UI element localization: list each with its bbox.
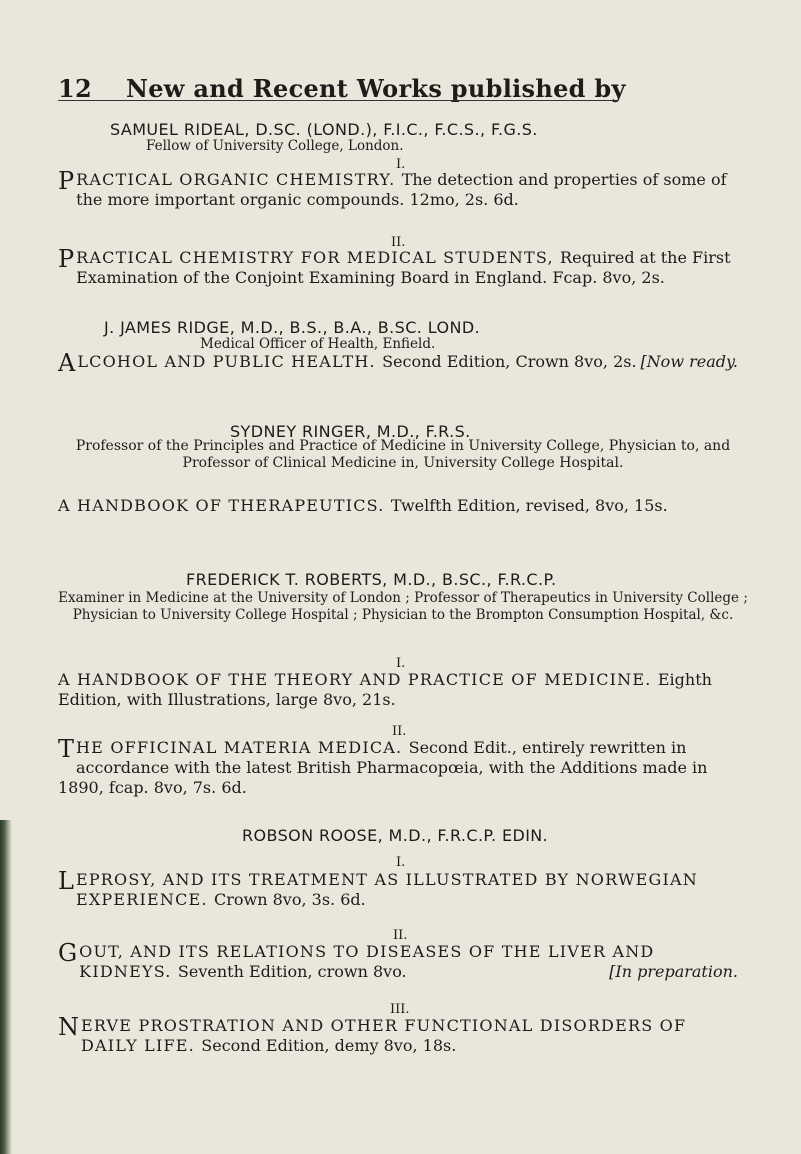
author-ridge: J. JAMES RIDGE, M.D., B.S., B.A., B.SC. LOND. xyxy=(104,318,481,337)
work-details: Seventh Edition, crown 8vo. xyxy=(177,962,407,981)
work-handbook-therapeutics xyxy=(58,496,738,516)
work-number: I. xyxy=(396,855,406,870)
work-officinal-materia-medica xyxy=(58,735,738,798)
drop-cap: G xyxy=(58,939,78,967)
running-head xyxy=(58,74,626,103)
work-title: A HANDBOOK OF THE THEORY AND PRACTICE OF MEDICINE. xyxy=(58,670,658,689)
running-head-text: New and Recent Works published by xyxy=(126,74,626,103)
author-ringer: SYDNEY RINGER, M.D., F.R.S. xyxy=(230,422,471,441)
drop-cap: A xyxy=(58,349,76,377)
drop-cap: L xyxy=(58,867,74,895)
header-rule xyxy=(58,100,618,101)
work-title: LCOHOL AND PUBLIC HEALTH. xyxy=(77,352,383,371)
work-title: RACTICAL ORGANIC CHEMISTRY. xyxy=(76,170,402,189)
work-number: I. xyxy=(396,157,406,172)
work-title: A HANDBOOK OF THERAPEUTICS. xyxy=(58,496,391,515)
availability-note: [Now ready. xyxy=(640,352,738,371)
affiliation-ridge: Medical Officer of Health, Enfield. xyxy=(200,336,436,352)
page-number: 12 xyxy=(58,74,92,103)
work-number: III. xyxy=(390,1002,410,1017)
work-details: The detection and properties of some of the more important organic compounds. 12mo, 2s. 6d. xyxy=(76,170,727,209)
work-number: I. xyxy=(396,656,406,671)
author-roose: ROBSON ROOSE, M.D., F.R.C.P. EDIN. xyxy=(242,826,549,845)
drop-cap: P xyxy=(58,245,75,273)
work-title: OUT, AND ITS RELATIONS TO DISEASES OF THE LIVER AND KIDNEYS. xyxy=(79,942,655,981)
drop-cap: T xyxy=(58,735,75,763)
work-leprosy xyxy=(58,867,738,910)
work-title: ERVE PROSTRATION AND OTHER FUNCTIONAL DISORDERS OF DAILY LIFE. xyxy=(81,1016,687,1055)
affiliation-rideal: Fellow of University College, London. xyxy=(146,138,404,154)
drop-cap: P xyxy=(58,167,75,195)
author-rideal: SAMUEL RIDEAL, D.SC. (LOND.), F.I.C., F.C.S., F.G.S. xyxy=(110,120,538,139)
work-details: Required at the First Examination of the Conjoint Examining Board in England. Fcap. 8vo, 2s. xyxy=(76,248,731,287)
work-details: Crown 8vo, 3s. 6d. xyxy=(214,890,366,909)
work-practical-chemistry-medical xyxy=(58,245,738,288)
work-practical-organic-chemistry xyxy=(58,167,738,210)
affiliation-roberts: Examiner in Medicine at the University of London ; Professor of Therapeutics in University College ; Physician to University College Hospital ; Physician to the Brompton Consumption Hospital, &c. xyxy=(58,590,748,623)
work-number: II. xyxy=(393,928,408,943)
page-edge-shadow xyxy=(0,820,12,1154)
work-handbook-theory-practice xyxy=(58,670,738,710)
work-details: Second Edit., entirely rewritten in accordance with the latest British Pharmacopœia, with the Additions made in 1890, fcap. 8vo, 7s. 6d. xyxy=(58,738,708,797)
work-details: Twelfth Edition, revised, 8vo, 15s. xyxy=(390,496,668,515)
work-details: Second Edition, Crown 8vo, 2s. xyxy=(382,352,637,371)
work-title: EPROSY, AND ITS TREATMENT AS ILLUSTRATED BY NORWEGIAN EXPERIENCE. xyxy=(75,870,698,909)
work-nerve-prostration xyxy=(58,1013,738,1056)
work-title: HE OFFICINAL MATERIA MEDICA. xyxy=(76,738,409,757)
work-alcohol-public-health xyxy=(58,349,738,377)
work-gout xyxy=(58,939,738,982)
drop-cap: N xyxy=(58,1013,79,1041)
work-title: RACTICAL CHEMISTRY FOR MEDICAL STUDENTS, xyxy=(76,248,561,267)
affiliation-ringer: Professor of the Principles and Practice of Medicine in University College, Physician to, and Professor of Clinical Medicine in, University College Hospital. xyxy=(75,438,731,471)
author-roberts: FREDERICK T. ROBERTS, M.D., B.SC., F.R.C.P. xyxy=(186,570,557,589)
work-number: II. xyxy=(392,724,407,739)
work-number: II. xyxy=(391,235,406,250)
work-details: Second Edition, demy 8vo, 18s. xyxy=(201,1036,457,1055)
availability-note: [In preparation. xyxy=(609,962,738,981)
work-details: Eighth Edition, with Illustrations, large 8vo, 21s. xyxy=(58,670,712,709)
